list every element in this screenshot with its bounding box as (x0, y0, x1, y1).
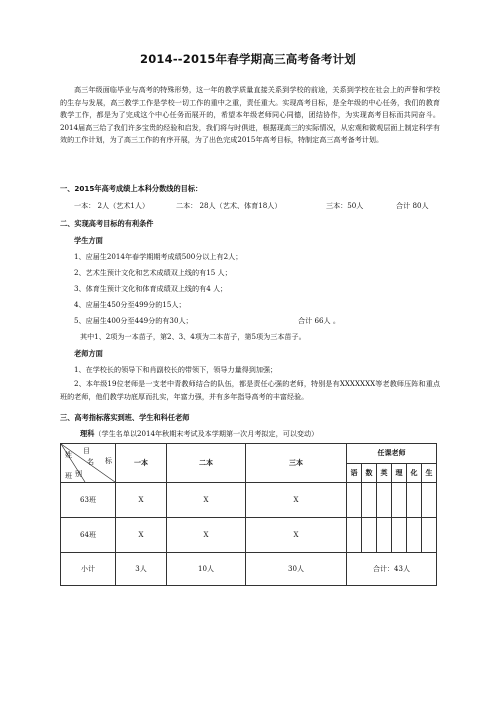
subject-biology: 生 (422, 463, 437, 483)
row-yiben: X (116, 518, 167, 553)
col-header-erben: 二本 (167, 444, 246, 483)
target-sanben: 三本：50人 (326, 201, 364, 210)
table-row (61, 518, 437, 553)
teachers-heading: 老师方面 (74, 349, 103, 358)
section3-heading: 三、高考指标落实到班、学生和科任老师 (60, 413, 190, 422)
corner-ming: 名 (87, 458, 94, 466)
student-condition-4: 4、应届生450分至499分的15人； (74, 300, 186, 309)
student-condition-1: 1、应届生2014年春学期期考成绩500分以上有2人； (74, 252, 243, 261)
subtotal-sanben: 30人 (246, 553, 347, 586)
row-teacher-cell (377, 483, 392, 518)
corner-biao: 标 (105, 457, 112, 465)
student-condition-total: 合计 66人 。 (298, 316, 340, 325)
target-total: 合计 80人 (396, 201, 429, 210)
table-row (61, 483, 437, 518)
teacher-condition-1: 1、在学校长的领导下和肖副校长的带领下，领导力量得到加强； (74, 365, 278, 374)
row-erben: X (167, 518, 246, 553)
corner-ban: 班 (65, 472, 72, 480)
student-condition-3: 3、体育生预计文化和体育成绩双上线的有4 人； (74, 284, 228, 293)
table-corner-header (61, 444, 116, 483)
students-heading: 学生方面 (74, 236, 103, 245)
row-teacher-cell (392, 483, 407, 518)
row-class: 64班 (61, 518, 116, 553)
row-class: 63班 (61, 483, 116, 518)
subtotal-yiben: 3人 (116, 553, 167, 586)
corner-mu: 目 (83, 447, 90, 455)
subject-chemistry: 化 (407, 463, 422, 483)
subtotal-erben: 10人 (167, 553, 246, 586)
subject-physics: 理 (392, 463, 407, 483)
target-yiben: 一本： 2人（艺术1人） (74, 201, 150, 210)
row-teacher-cell (392, 518, 407, 553)
document-title: 2014--2015年春学期高三高考备考计划 (140, 52, 356, 66)
student-condition-2: 2、艺术生预计文化和艺术成绩双上线的有15 人； (74, 268, 232, 277)
student-condition-5: 5、应届生400分至449分的有30人； (74, 316, 193, 325)
section1-heading: 一、2015年高考成绩上本科分数线的目标： (60, 184, 203, 193)
targets-table (60, 443, 437, 586)
row-sanben: X (246, 518, 347, 553)
intro-paragraph: 高三年级面临毕业与高考的特殊形势，这一年的教学质量直接关系到学校的前途，关系到学校在社会上的声誉和学校的生存与发展，高三教学工作是学校一切工作的重中之重，责任重大。实现高考目标，是全年级的中心任务，我们的教育教学工作，都是为了完成这个中心任务而展开的，希望本年级老师同心同德，团结协作，为实现高考目标而共同奋斗。2014届高三给了我们许多宝贵的经验和启发，我们将与时俱进，根据现高三的实际情况，从宏观和微观层面上制定科学有效的工作计划，为了高三工作的有序开展，为了出色完成2015年高考目标，特制定高三高考备考计划。 (60, 85, 440, 145)
row-teacher-cell (347, 483, 362, 518)
subject-english: 英 (377, 463, 392, 483)
student-condition-note: 其中1、2项为一本苗子，第2、3、4项为二本苗子，第5项为三本苗子。 (80, 332, 306, 341)
row-yiben: X (116, 483, 167, 518)
row-erben: X (167, 483, 246, 518)
subtotal-label: 小计 (61, 553, 116, 586)
row-teacher-cell (407, 518, 422, 553)
corner-bie: 别 (75, 470, 82, 478)
target-erben: 二本： 28人（艺术、体育18人） (176, 201, 282, 210)
note-text: （学生名单以2014年秋期末考试及本学期第一次月考拟定，可以变动） (94, 429, 319, 438)
section3-note (80, 429, 318, 439)
row-teacher-cell (362, 483, 377, 518)
note-science-label: 理科 (80, 429, 95, 438)
row-teacher-cell (377, 518, 392, 553)
col-header-sanben: 三本 (246, 444, 347, 483)
col-header-teachers: 任课老师 (347, 444, 437, 464)
subject-math: 数 (362, 463, 377, 483)
row-teacher-cell (407, 483, 422, 518)
subtotal-total: 合计：43人 (347, 553, 437, 586)
col-header-yiben: 一本 (116, 444, 167, 483)
row-teacher-cell (347, 518, 362, 553)
teacher-condition-2: 2、本年级19位老师是一支老中青教师结合的队伍，都是责任心强的老师，特别是有XXXXXXX等老教师压阵和重点班的老师，他们教学功底厚而扎实，年富力强，并有多年指导高考的丰富经验。 (60, 379, 440, 401)
section2-heading: 二、实现高考目标的有利条件 (60, 219, 154, 228)
subtotal-row (61, 553, 437, 586)
corner-xing: 姓 (65, 451, 72, 459)
row-sanben: X (246, 483, 347, 518)
row-teacher-cell (422, 518, 437, 553)
subject-chinese: 语 (347, 463, 362, 483)
row-teacher-cell (422, 483, 437, 518)
row-teacher-cell (362, 518, 377, 553)
